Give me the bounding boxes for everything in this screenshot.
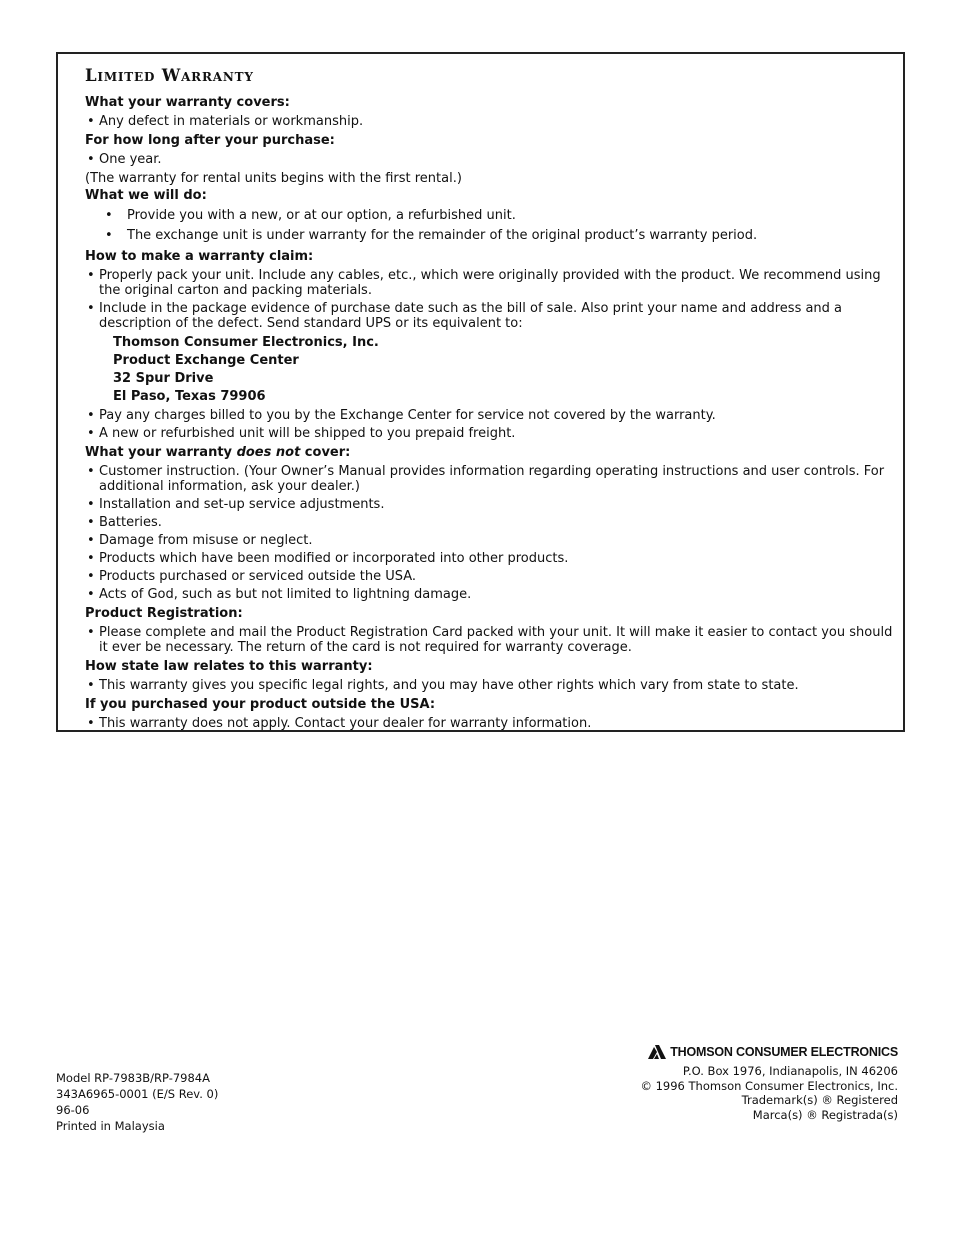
- warranty-content: [85, 66, 893, 734]
- list-item: • Installation and set-up service adjustments.: [85, 497, 893, 512]
- list-item: • Acts of God, such as but not limited to lightning damage.: [85, 587, 893, 602]
- model-info: [56, 1070, 218, 1134]
- covers-heading: What your warranty covers:: [85, 95, 290, 110]
- list-item: • The exchange unit is under warranty for the remainder of the original product’s warranty period.: [85, 228, 893, 243]
- brand-logo: [640, 1044, 898, 1060]
- model-number: Model RP-7983B/RP-7984A: [56, 1071, 210, 1085]
- address-line: El Paso, Texas 79906: [113, 389, 266, 404]
- list-item: • A new or refurbished unit will be shipped to you prepaid freight.: [85, 426, 893, 441]
- copyright: © 1996 Thomson Consumer Electronics, Inc.: [640, 1078, 898, 1093]
- print-date: 96-06: [56, 1103, 90, 1117]
- brand-name: THOMSON CONSUMER ELECTRONICS: [670, 1045, 898, 1059]
- list-item: • Damage from misuse or neglect.: [85, 533, 893, 548]
- list-item: • Properly pack your unit. Include any cables, etc., which were originally provided with the product. We recommend using the original carton and packing materials.: [85, 268, 893, 298]
- list-item: • Any defect in materials or workmanship.: [85, 114, 893, 129]
- address-line: Product Exchange Center: [113, 353, 299, 368]
- list-item: • Provide you with a new, or at our option, a refurbished unit.: [85, 208, 893, 223]
- notcover-emphasis: does not: [236, 445, 301, 460]
- registration-heading: Product Registration:: [85, 606, 243, 621]
- printed-location: Printed in Malaysia: [56, 1119, 165, 1133]
- thomson-logo-icon: [648, 1045, 666, 1059]
- list-item: • One year.: [85, 152, 893, 167]
- address-line: 32 Spur Drive: [113, 371, 214, 386]
- list-item: • Please complete and mail the Product Registration Card packed with your unit. It will make it easier to contact you should it ever be necessary. The return of the card is not required for warranty coverage.: [85, 625, 893, 655]
- notcover-heading-part: What your warranty: [85, 445, 237, 460]
- list-item: • Pay any charges billed to you by the Exchange Center for service not covered by the warranty.: [85, 408, 893, 423]
- notcover-heading: [85, 444, 893, 462]
- warranty-box: [56, 52, 905, 732]
- claim-heading: How to make a warranty claim:: [85, 249, 314, 264]
- trademark: Trademark(s) ® Registered: [741, 1093, 898, 1107]
- list-item: • Customer instruction. (Your Owner’s Manual provides information regarding operating instructions and user controls. For additional information, ask your dealer.): [85, 464, 893, 494]
- company-address: P.O. Box 1976, Indianapolis, IN 46206: [682, 1064, 898, 1078]
- notcover-heading-part: cover:: [300, 445, 351, 460]
- list-item: • Products purchased or serviced outside the USA.: [85, 569, 893, 584]
- list-item: • This warranty does not apply. Contact your dealer for warranty information.: [85, 716, 893, 731]
- marca: Marca(s) ® Registrada(s): [752, 1107, 898, 1122]
- statelaw-heading: How state law relates to this warranty:: [85, 659, 373, 674]
- do-heading: What we will do:: [85, 188, 207, 203]
- company-info: [640, 1044, 898, 1122]
- part-number: 343A6965-0001 (E/S Rev. 0): [56, 1087, 219, 1101]
- address-line: Thomson Consumer Electronics, Inc.: [113, 335, 379, 350]
- outside-heading: If you purchased your product outside the USA:: [85, 697, 436, 712]
- list-item: • Products which have been modified or incorporated into other products.: [85, 551, 893, 566]
- list-item: • This warranty gives you specific legal rights, and you may have other rights which vary from state to state.: [85, 678, 893, 693]
- list-item: • Batteries.: [85, 515, 893, 530]
- warranty-title: Limited Warranty: [85, 66, 254, 85]
- duration-note: (The warranty for rental units begins with the first rental.): [85, 171, 462, 186]
- list-item: • Include in the package evidence of purchase date such as the bill of sale. Also print your name and address and a description of the defect. Send standard UPS or its equivalent to:: [85, 301, 893, 331]
- duration-heading: For how long after your purchase:: [85, 133, 335, 148]
